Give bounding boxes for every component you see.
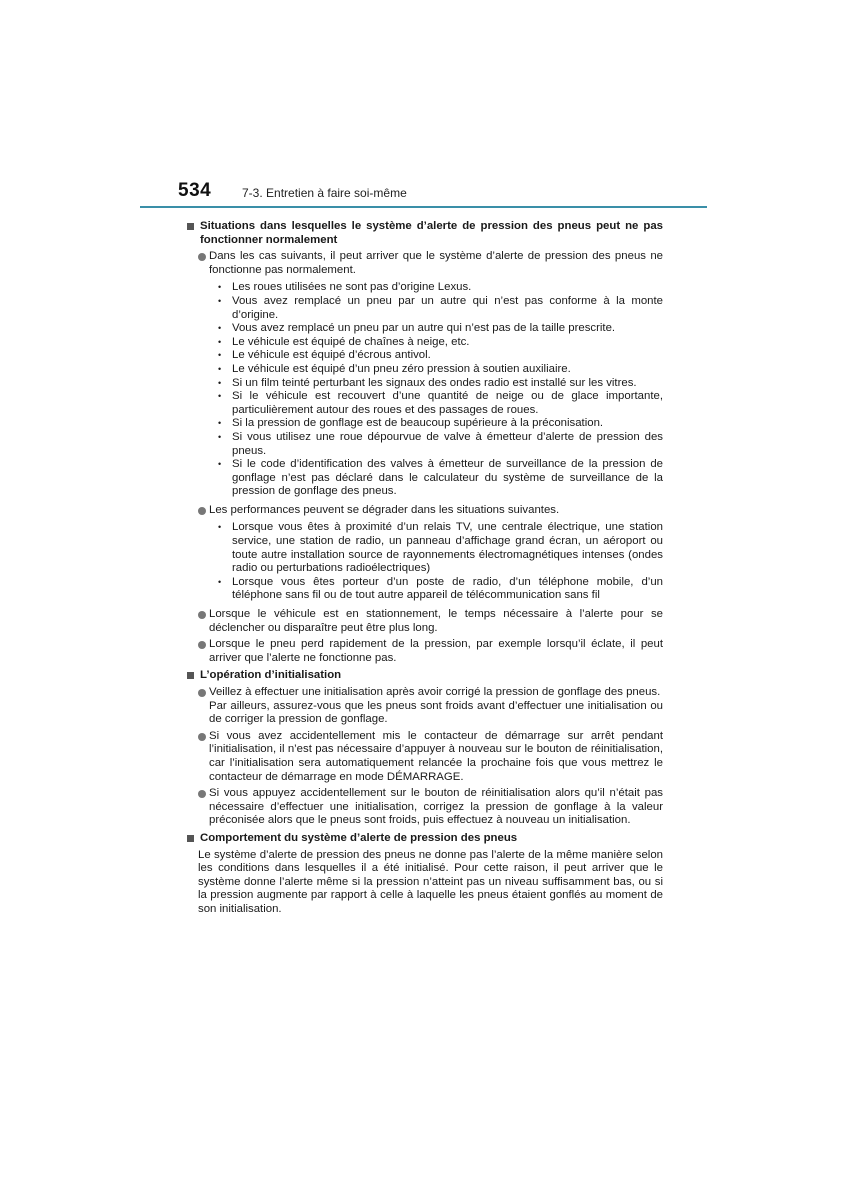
- square-marker-icon: [187, 835, 194, 842]
- square-marker-icon: [187, 223, 194, 230]
- round-bullet-icon: [198, 641, 206, 649]
- round-bullet-icon: [198, 253, 206, 261]
- sub-list: [209, 281, 663, 499]
- section-paragraph: Le système d’alerte de pression des pneus ne donne pas l’alerte de la même manière selon les conditions dans lesquelles il a été initialisé. Pour cette raison, il peut arriver que le système donne l’alerte même si la pression n’atteint pas un niveau suffisamment bas, ou si la pression augmente par rapport à celle à laquelle les pneus étaient gonflés au moment de son initialisation.: [198, 848, 663, 915]
- bullet-text-continued: Par ailleurs, assurez-vous que les pneus sont froids avant d’effectuer une initialisation ou de corriger la pression de gonflage.: [209, 699, 663, 726]
- dot-marker-icon: •: [218, 323, 222, 334]
- bullet-text: Si vous avez accidentellement mis le contacteur de démarrage sur arrêt pendant l’initialisation, il n’est pas nécessaire d’appuyer à nouveau sur le bouton de réinitialisation, car l’initialisation sera automatiquement relancée la prochaine fois que vous mettrez le contacteur de démarrage en mode DÉMARRAGE.: [209, 729, 663, 783]
- round-bullet-icon: [198, 733, 206, 741]
- section-heading-text: L’opération d’initialisation: [200, 669, 342, 682]
- header-rule: [140, 206, 707, 208]
- sub-list-item: • Si la pression de gonflage est de beaucoup supérieure à la préconisation.: [218, 417, 604, 430]
- dot-marker-icon: •: [218, 377, 222, 388]
- sub-list-item: • Les roues utilisées ne sont pas d’origine Lexus.: [218, 281, 472, 294]
- dot-marker-icon: •: [218, 336, 222, 347]
- sub-list: [209, 521, 663, 603]
- section-heading: [185, 832, 663, 846]
- sub-list-item: • Le véhicule est équipé d’écrous antivol.: [218, 349, 431, 362]
- bullet-item: [198, 250, 663, 501]
- sub-list-item: • Si vous utilisez une roue dépourvue de valve à émetteur d’alerte de pression des pneus.: [218, 430, 663, 457]
- round-bullet-icon: [198, 790, 206, 798]
- dot-marker-icon: •: [218, 363, 222, 374]
- bullet-item: [198, 686, 663, 727]
- sub-list-item: • Si un film teinté perturbant les signaux des ondes radio est installé sur les vitres.: [218, 376, 637, 389]
- dot-marker-icon: •: [218, 282, 222, 293]
- bullet-item: [198, 787, 663, 828]
- sub-list-item: • Lorsque vous êtes porteur d’un poste de radio, d’un téléphone mobile, d’un téléphone sans fil ou de tout autre appareil de télécommunication sans fil: [218, 575, 663, 602]
- bullet-text: Si vous appuyez accidentellement sur le bouton de réinitialisation alors qu’il n’était pas nécessaire d’effectuer une initialisation, corrigez la pression de gonflage à la valeur préconisée alors que le pneus sont froids, puis effectuez à nouveau un initialisation.: [209, 787, 663, 827]
- bullet-text: Dans les cas suivants, il peut arriver que le système d’alerte de pression des pneus ne fonctionne pas normalement.: [209, 250, 663, 276]
- dot-marker-icon: •: [218, 576, 222, 587]
- dot-marker-icon: •: [218, 418, 222, 429]
- section-heading-text: Comportement du système d’alerte de pression des pneus: [200, 831, 518, 844]
- dot-marker-icon: •: [218, 459, 222, 470]
- sub-list-item: • Vous avez remplacé un pneu par un autre qui n’est pas de la taille prescrite.: [218, 322, 616, 335]
- sub-list-item: • Si le code d’identification des valves à émetteur de surveillance de la pression de gonflage n’est pas déclaré dans le calculateur du système de surveillance de la pression de gonflage des pneus.: [218, 458, 663, 498]
- sub-list-item: • Vous avez remplacé un pneu par un autre qui n’est pas conforme à la monte d’origine.: [218, 294, 663, 321]
- sub-list-item: • Lorsque vous êtes à proximité d’un relais TV, une centrale électrique, une station service, une station de radio, un panneau d’affichage grand écran, un aéroport ou toute autre installation source de rayonnements électromagnétiques intenses (ondes radio ou perturbations radioélectriques): [218, 521, 663, 575]
- bullet-item: [198, 608, 663, 635]
- page-number: 534: [178, 180, 212, 201]
- bullet-item: [198, 638, 663, 665]
- sub-list-item: • Si le véhicule est recouvert d’une quantité de neige ou de glace importante, particulièrement autour des roues et des passages de roues.: [218, 390, 663, 416]
- square-marker-icon: [187, 672, 194, 679]
- section-heading-text: Situations dans lesquelles le système d’alerte de pression des pneus peut ne pas fonctionner normalement: [200, 220, 663, 246]
- bullet-text: Lorsque le pneu perd rapidement de la pression, par exemple lorsqu’il éclate, il peut arriver que l’alerte ne fonctionne pas.: [209, 638, 663, 664]
- round-bullet-icon: [198, 507, 206, 515]
- section-heading: [185, 220, 663, 247]
- dot-marker-icon: •: [218, 431, 222, 442]
- round-bullet-icon: [198, 611, 206, 619]
- round-bullet-icon: [198, 689, 206, 697]
- bullet-text: Veillez à effectuer une initialisation après avoir corrigé la pression de gonflage des pneus.: [209, 686, 661, 698]
- dot-marker-icon: •: [218, 295, 222, 306]
- page-content: [185, 216, 663, 920]
- sub-list-item: • Le véhicule est équipé de chaînes à neige, etc.: [218, 335, 470, 348]
- dot-marker-icon: •: [218, 391, 222, 402]
- dot-marker-icon: •: [218, 522, 222, 533]
- dot-marker-icon: •: [218, 350, 222, 361]
- bullet-text: Les performances peuvent se dégrader dans les situations suivantes.: [209, 503, 560, 516]
- section-heading: [185, 669, 663, 683]
- bullet-item: [198, 504, 663, 605]
- bullet-text: Lorsque le véhicule est en stationnement, le temps nécessaire à l’alerte pour se déclencher ou disparaître peut être plus long.: [209, 608, 663, 634]
- bullet-item: [198, 730, 663, 784]
- sub-list-item: • Le véhicule est équipé d’un pneu zéro pression à soutien auxiliaire.: [218, 362, 571, 375]
- section-title: 7-3. Entretien à faire soi-même: [242, 186, 407, 200]
